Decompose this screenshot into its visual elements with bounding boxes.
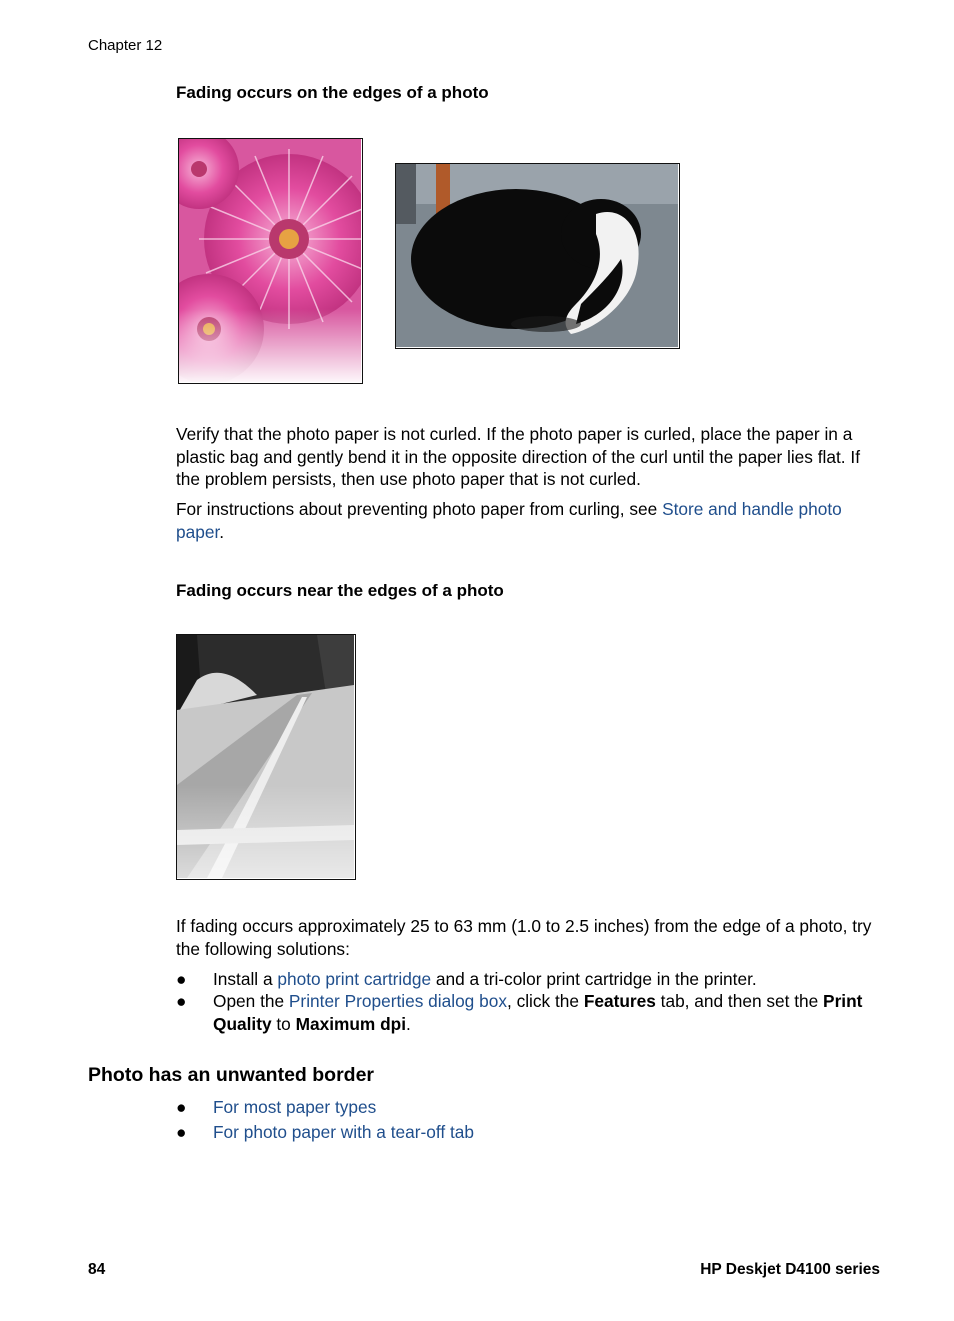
flower-photo bbox=[178, 138, 363, 384]
snow-illustration bbox=[177, 635, 354, 878]
most-paper-types-link[interactable]: For most paper types bbox=[213, 1097, 377, 1117]
list-item bbox=[176, 1121, 886, 1144]
print-quality-label: Print Quality bbox=[213, 991, 863, 1034]
dog-photo bbox=[395, 163, 680, 349]
paragraph-curled-paper: Verify that the photo paper is not curled. If the photo paper is curled, place the paper in a plastic bag and gently bend it in the opposite direction of the curl until the paper lies flat. If the problem persists, then use photo paper that is not curled. bbox=[176, 424, 860, 489]
text-segment: For instructions about preventing photo paper from curling, see bbox=[176, 499, 663, 519]
bullet-glyph: ● bbox=[176, 991, 187, 1011]
page-number: 84 bbox=[88, 1261, 106, 1278]
text-segment: Open the bbox=[213, 991, 289, 1011]
product-name: HP Deskjet D4100 series bbox=[700, 1261, 880, 1278]
section-heading-unwanted-border: Photo has an unwanted border bbox=[88, 1064, 375, 1086]
snow-road-photo bbox=[176, 634, 356, 880]
paragraph-curling-instructions bbox=[176, 498, 886, 543]
bullet-glyph: ● bbox=[176, 1097, 187, 1117]
bullet-glyph: ● bbox=[176, 969, 187, 989]
features-tab-label: Features bbox=[583, 991, 656, 1011]
list-item bbox=[176, 990, 886, 1035]
section-heading-edges: Fading occurs on the edges of a photo bbox=[176, 83, 489, 102]
text-segment: . bbox=[406, 1013, 411, 1034]
list-item bbox=[176, 968, 886, 991]
flower-illustration bbox=[179, 139, 361, 382]
text-segment: and a tri-color print cartridge in the printer. bbox=[431, 969, 757, 989]
section-heading-near-edges: Fading occurs near the edges of a photo bbox=[176, 581, 504, 600]
photo-print-cartridge-link[interactable]: photo print cartridge bbox=[277, 969, 432, 989]
store-handle-photo-paper-link[interactable]: Store and handle photo paper bbox=[176, 499, 842, 542]
tear-off-tab-link[interactable]: For photo paper with a tear-off tab bbox=[213, 1122, 474, 1142]
maximum-dpi-label: Maximum dpi bbox=[295, 1013, 407, 1034]
bullet-glyph: ● bbox=[176, 1122, 187, 1142]
text-segment: to bbox=[271, 1013, 296, 1034]
list-item bbox=[176, 1096, 886, 1119]
dog-illustration bbox=[396, 164, 678, 347]
chapter-label: Chapter 12 bbox=[88, 37, 163, 54]
text-segment: . bbox=[219, 521, 225, 542]
text-segment: Install a bbox=[213, 969, 278, 989]
paragraph-fading-distance: If fading occurs approximately 25 to 63 mm (1.0 to 2.5 inches) from the edge of a photo, try the following solutions: bbox=[176, 916, 872, 959]
text-segment: , click the bbox=[506, 991, 584, 1011]
text-segment: tab, and then set the bbox=[655, 991, 824, 1011]
printer-properties-dialog-link[interactable]: Printer Properties dialog box bbox=[288, 991, 507, 1011]
